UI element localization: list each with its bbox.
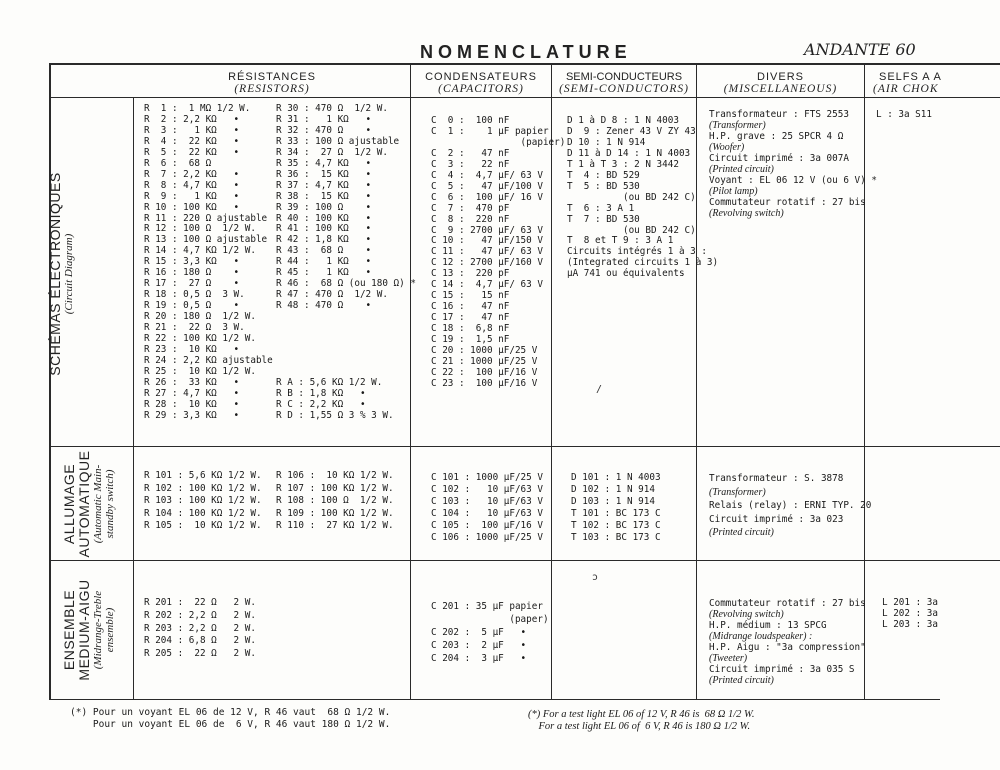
footnote-french-line2: Pour un voyant EL 06 de 6 V, R 46 vaut 180 Ω 1/2 W. — [70, 719, 391, 730]
list-item: R 17 : 27 Ω • — [144, 278, 240, 290]
list-item: R 15 : 3,3 KΩ • — [144, 256, 240, 268]
circuit-selfs-value: L : 3a S11 — [876, 109, 932, 120]
row-label-ensemble-sub1: (Midrange-Treble — [92, 590, 104, 670]
handwritten-note: ANDANTE 60 — [804, 40, 916, 59]
list-item: R 109 : 100 KΩ 1/2 W. — [276, 507, 394, 519]
list-item: C 7 : 470 pF — [431, 202, 510, 214]
list-item: C 4 : 4,7 µF/ 63 V — [431, 169, 543, 181]
list-item: R 35 : 4,7 KΩ • — [276, 157, 372, 169]
list-item: C 203 : 2 µF • — [431, 640, 527, 651]
header-semiconductors-sub: (SEMI-CONDUCTORS) — [559, 83, 689, 95]
list-item: T 102 : BC 173 C — [571, 520, 661, 531]
list-item: R 5 : 22 KΩ • — [144, 146, 240, 158]
ensemble-resistors-list — [144, 597, 256, 661]
list-item — [276, 356, 416, 367]
list-item: (Printed circuit) — [709, 527, 774, 538]
list-item: (Revolving switch) — [709, 609, 784, 620]
list-item: R 205 : 22 Ω 2 W. — [144, 648, 256, 660]
list-item: R 43 : 68 Ω • — [276, 245, 372, 257]
list-item: R 34 : 27 Ω 1/2 W. — [276, 146, 388, 158]
list-item: R 13 : 100 Ω ajustable — [144, 234, 268, 246]
list-item: R 29 : 3,3 KΩ • — [144, 409, 240, 421]
scan-mark: ɔ — [592, 572, 599, 583]
list-item: R 7 : 2,2 KΩ • — [144, 168, 240, 180]
list-item: Transformateur : FTS 2553 — [709, 109, 849, 120]
list-item: C 102 : 10 µF/63 V — [431, 484, 543, 495]
list-item: T 8 et T 9 : 3 A 1 — [567, 235, 674, 247]
label-column-divider — [133, 98, 134, 700]
header-resistors-sub: (RESISTORS) — [234, 83, 310, 95]
list-item: R 16 : 180 Ω • — [144, 267, 240, 279]
list-item: C 202 : 5 µF • — [431, 627, 527, 638]
list-item: R 30 : 470 Ω 1/2 W. — [276, 103, 388, 114]
list-item: R 48 : 470 Ω • — [276, 300, 372, 312]
list-item: (Woofer) — [709, 141, 745, 153]
list-item: R 38 : 15 KΩ • — [276, 190, 372, 202]
list-item: R 201 : 22 Ω 2 W. — [144, 597, 256, 608]
list-item: R 28 : 10 KΩ • — [144, 398, 240, 410]
header-selfs-label: SELFS A A — [879, 71, 942, 83]
list-item — [276, 323, 416, 334]
standby-resistors-right-list — [276, 470, 394, 533]
list-item: C 201 : 35 µF papier — [431, 601, 543, 612]
table-top-border — [49, 63, 1000, 65]
list-item: D 103 : 1 N 914 — [571, 496, 655, 507]
list-item: C 12 : 2700 µF/160 V — [431, 257, 543, 269]
list-item: H.P. grave : 25 SPCR 4 Ω — [709, 130, 844, 142]
list-item: R 11 : 220 Ω ajustable — [144, 212, 268, 224]
ensemble-miscellaneous-list — [709, 598, 866, 686]
list-item: R 45 : 1 KΩ • — [276, 267, 372, 279]
list-item: R 47 : 470 Ω 1/2 W. — [276, 289, 388, 301]
list-item: R 23 : 10 KΩ • — [144, 343, 240, 355]
list-item: C 22 : 100 µF/16 V — [431, 366, 538, 378]
list-item: L 201 : 3a — [882, 597, 938, 608]
list-item: H.P. Aigu : "3a compression" — [709, 642, 866, 653]
ensemble-capacitors-list — [431, 600, 549, 665]
header-semiconductors-label: SEMI-CONDUCTEURS — [565, 71, 683, 83]
list-item: R A : 5,6 KΩ 1/2 W. — [276, 376, 383, 388]
standby-miscellaneous-list — [709, 472, 871, 540]
list-item: C 11 : 47 µF/ 63 V — [431, 246, 543, 258]
list-item: C 0 : 100 nF — [431, 115, 510, 126]
list-item: C 8 : 220 nF — [431, 213, 510, 225]
footnote-english-line1: (*) For a test light EL 06 of 12 V, R 46 is 68 Ω 1/2 W. — [528, 709, 755, 720]
list-item: C 23 : 100 µF/16 V — [431, 377, 538, 389]
list-item: (ou BD 242 C) — [567, 191, 696, 203]
list-item: C 21 : 1000 µF/25 V — [431, 355, 538, 367]
list-item: C 17 : 47 nF — [431, 312, 510, 324]
list-item: µA 741 ou équivalents — [567, 268, 685, 280]
list-item: Commutateur rotatif : 27 bis — [709, 598, 866, 609]
list-item: C 9 : 2700 µF/ 63 V — [431, 224, 543, 236]
list-item: R 101 : 5,6 KΩ 1/2 W. — [144, 470, 262, 481]
list-item: Circuits intégrés 1 à 3 : — [567, 246, 707, 258]
list-item: C 3 : 22 nF — [431, 158, 510, 170]
list-item: R 19 : 0,5 Ω • — [144, 300, 240, 312]
list-item: R 8 : 4,7 KΩ • — [144, 179, 240, 191]
standby-semiconductors-list — [571, 472, 661, 544]
list-item: R 31 : 1 KΩ • — [276, 113, 372, 125]
list-item: C 101 : 1000 µF/25 V — [431, 472, 543, 483]
list-item: R 37 : 4,7 KΩ • — [276, 179, 372, 191]
list-item: T 1 à T 3 : 2 N 3442 — [567, 158, 679, 170]
list-item: R 6 : 68 Ω — [144, 157, 212, 169]
header-selfs-sub: (AIR CHOK — [873, 83, 939, 95]
list-item: R 3 : 1 KΩ • — [144, 124, 240, 136]
list-item: R 107 : 100 KΩ 1/2 W. — [276, 482, 394, 494]
list-item: R 2 : 2,2 KΩ • — [144, 113, 240, 125]
list-item: (paper) — [431, 614, 549, 625]
list-item: R 22 : 100 KΩ 1/2 W. — [144, 333, 256, 345]
list-item: R 108 : 100 Ω 1/2 W. — [276, 495, 394, 506]
list-item: R 46 : 68 Ω (ou 180 Ω) * — [276, 278, 416, 290]
circuit-capacitors-list — [431, 116, 565, 390]
header-semiconductors — [552, 71, 696, 95]
list-item: R 10 : 100 KΩ • — [144, 201, 240, 213]
list-item: R 33 : 100 Ω ajustable — [276, 135, 400, 147]
row-label-schemas: SCHÉMAS ÉLECTRONIQUES — [47, 172, 63, 376]
list-item: C 204 : 3 µF • — [431, 653, 527, 664]
list-item: R 4 : 22 KΩ • — [144, 135, 240, 147]
header-resistors-label: RÉSISTANCES — [228, 71, 316, 83]
list-item — [276, 334, 416, 345]
row-label-allumage-2: AUTOMATIQUE — [76, 450, 92, 558]
list-item: R 40 : 100 KΩ • — [276, 212, 372, 224]
list-item: C 104 : 10 µF/63 V — [431, 508, 543, 519]
list-item: (Printed circuit) — [709, 163, 774, 175]
row-label-ensemble-2: MEDIUM-AIGU — [76, 579, 92, 681]
list-item: D 10 : 1 N 914 — [567, 136, 646, 148]
list-item: C 19 : 1,5 nF — [431, 334, 510, 346]
header-misc-label: DIVERS — [757, 71, 804, 83]
list-item: C 18 : 6,8 nF — [431, 323, 510, 335]
list-item: R 39 : 100 Ω • — [276, 201, 372, 213]
list-item: R 18 : 0,5 Ω 3 W. — [144, 289, 245, 301]
footnote-french-line1: (*) Pour un voyant EL 06 de 12 V, R 46 vaut 68 Ω 1/2 W. — [70, 707, 391, 718]
list-item: D 101 : 1 N 4003 — [571, 472, 661, 483]
list-item: (Transformer) — [709, 486, 766, 498]
list-item: Circuit imprimé : 3a 007A — [709, 152, 849, 164]
table-bottom-border — [49, 699, 940, 700]
list-item: R 14 : 4,7 KΩ 1/2 W. — [144, 245, 256, 257]
list-item: R 103 : 100 KΩ 1/2 W. — [144, 495, 262, 506]
list-item: (ou BD 242 C) — [567, 224, 696, 236]
circuit-resistors-left-list — [144, 104, 273, 422]
list-item: R 44 : 1 KΩ • — [276, 256, 372, 268]
list-item: (Pilot lamp) — [709, 185, 758, 197]
header-resistors — [134, 71, 410, 95]
list-item: R C : 2,2 KΩ • — [276, 398, 366, 410]
standby-resistors-left-list — [144, 470, 262, 533]
list-item: T 103 : BC 173 C — [571, 532, 661, 543]
list-item: C 13 : 220 pF — [431, 268, 510, 280]
circuit-resistors-right-list — [276, 104, 416, 422]
list-item: (Midrange loudspeaker) : — [709, 631, 813, 642]
list-item: R 27 : 4,7 KΩ • — [144, 387, 240, 399]
list-item: (Transformer) — [709, 119, 766, 131]
list-item: Commutateur rotatif : 27 bis — [709, 196, 866, 208]
list-item: Transformateur : S. 3878 — [709, 473, 844, 484]
list-item: D 1 à D 8 : 1 N 4003 — [567, 115, 679, 126]
list-item: C 15 : 15 nF — [431, 290, 510, 302]
list-item: T 4 : BD 529 — [567, 169, 640, 181]
list-item: D 102 : 1 N 914 — [571, 484, 655, 495]
row-label-midrange-treble — [62, 575, 120, 685]
row-label-allumage-sub1: (Automatic Main- — [92, 464, 104, 544]
list-item: H.P. médium : 13 SPCG — [709, 620, 827, 631]
page-title: NOMENCLATURE — [420, 42, 632, 62]
list-item — [276, 345, 416, 356]
list-item: R 24 : 2,2 KΩ ajustable — [144, 354, 273, 366]
scan-mark: / — [596, 384, 603, 395]
list-item: Relais (relay) : ERNI TYP. 20 — [709, 500, 872, 511]
list-item: (Printed circuit) — [709, 675, 774, 686]
list-item: Circuit imprimé : 3a 023 — [709, 513, 844, 525]
footnote-english-line2: For a test light EL 06 of 6 V, R 46 is 180 Ω 1/2 W. — [528, 721, 751, 732]
circuit-miscellaneous-list — [709, 110, 877, 220]
list-item: C 1 : 1 µF papier — [431, 125, 549, 137]
circuit-semiconductors-list — [567, 116, 718, 280]
list-item: C 16 : 47 nF — [431, 301, 510, 313]
row-label-schemas-sub: (Circuit Diagram) — [63, 233, 75, 315]
list-item: C 6 : 100 µF/ 16 V — [431, 191, 543, 203]
list-item: R 104 : 100 KΩ 1/2 W. — [144, 507, 262, 519]
list-item: R 36 : 15 KΩ • — [276, 168, 372, 180]
list-item: R 1 : 1 MΩ 1/2 W. — [144, 103, 251, 114]
list-item: R 42 : 1,8 KΩ • — [276, 234, 372, 246]
list-item: T 101 : BC 173 C — [571, 508, 661, 519]
list-item: R 21 : 22 Ω 3 W. — [144, 322, 245, 334]
row-label-circuit-diagram — [48, 124, 84, 424]
list-item: R 9 : 1 KΩ • — [144, 190, 240, 202]
standby-capacitors-list — [431, 472, 543, 544]
row-label-ensemble-sub2: ensemble) — [104, 607, 116, 653]
row-label-automatic-standby — [62, 444, 120, 564]
list-item: R 106 : 10 KΩ 1/2 W. — [276, 470, 394, 481]
header-capacitors — [411, 71, 551, 95]
list-item: D 11 à D 14 : 1 N 4003 — [567, 147, 691, 159]
list-item: C 103 : 10 µF/63 V — [431, 496, 543, 507]
header-capacitors-label: CONDENSATEURS — [425, 71, 537, 83]
list-item: (papier) — [431, 136, 566, 148]
list-item: R 202 : 2,2 Ω 2 W. — [144, 609, 256, 621]
row-label-allumage-sub2: standby switch) — [104, 469, 116, 539]
list-item: R D : 1,55 Ω 3 % 3 W. — [276, 409, 394, 421]
list-item: T 7 : BD 530 — [567, 213, 640, 225]
list-item: R 25 : 10 KΩ 1/2 W. — [144, 365, 256, 377]
list-item: R 26 : 33 KΩ • — [144, 376, 240, 388]
list-item: Voyant : EL 06 12 V (ou 6 V) * — [709, 174, 877, 186]
list-item: R 102 : 100 KΩ 1/2 W. — [144, 482, 262, 494]
list-item: C 2 : 47 nF — [431, 147, 510, 159]
ensemble-selfs-list — [882, 598, 938, 631]
list-item: Circuit imprimé : 3a 035 S — [709, 664, 855, 675]
list-item: L 203 : 3a — [882, 618, 938, 630]
list-item: R 204 : 6,8 Ω 2 W. — [144, 635, 256, 647]
list-item: R 105 : 10 KΩ 1/2 W. — [144, 520, 262, 531]
list-item: R 203 : 2,2 Ω 2 W. — [144, 622, 256, 634]
header-capacitors-sub: (CAPACITORS) — [438, 83, 524, 95]
row2-bottom-border — [49, 560, 1000, 561]
list-item: L 202 : 3a — [882, 607, 938, 619]
list-item: R 41 : 100 KΩ • — [276, 223, 372, 235]
list-item: R 20 : 180 Ω 1/2 W. — [144, 311, 256, 323]
list-item: R 12 : 100 Ω 1/2 W. — [144, 223, 256, 235]
list-item: R 32 : 470 Ω • — [276, 124, 372, 136]
list-item: T 6 : 3 A 1 — [567, 202, 635, 214]
list-item: C 105 : 100 µF/16 V — [431, 520, 543, 531]
list-item: (Integrated circuits 1 à 3) — [567, 257, 719, 269]
list-item: D 9 : Zener 43 V ZY 43 — [567, 125, 696, 137]
list-item: T 5 : BD 530 — [567, 180, 640, 192]
row-label-ensemble-1: ENSEMBLE — [61, 589, 77, 671]
list-item: C 5 : 47 µF/100 V — [431, 180, 543, 192]
header-air-chokes — [865, 71, 1000, 95]
list-item: C 106 : 1000 µF/25 V — [431, 532, 543, 543]
list-item: (Revolving switch) — [709, 207, 784, 219]
header-misc-sub: (MISCELLANEOUS) — [723, 83, 838, 95]
header-miscellaneous — [697, 71, 864, 95]
list-item: C 14 : 4,7 µF/ 63 V — [431, 279, 543, 291]
list-item: C 20 : 1000 µF/25 V — [431, 345, 538, 357]
list-item: (Tweeter) — [709, 653, 748, 664]
row-label-allumage-1: ALLUMAGE — [61, 463, 77, 545]
row1-bottom-border — [49, 446, 1000, 447]
list-item: R B : 1,8 KΩ • — [276, 387, 366, 399]
list-item: R 110 : 27 KΩ 1/2 W. — [276, 520, 394, 531]
list-item — [276, 312, 416, 323]
list-item: C 10 : 47 µF/150 V — [431, 235, 543, 247]
header-bottom-border — [49, 97, 1000, 98]
